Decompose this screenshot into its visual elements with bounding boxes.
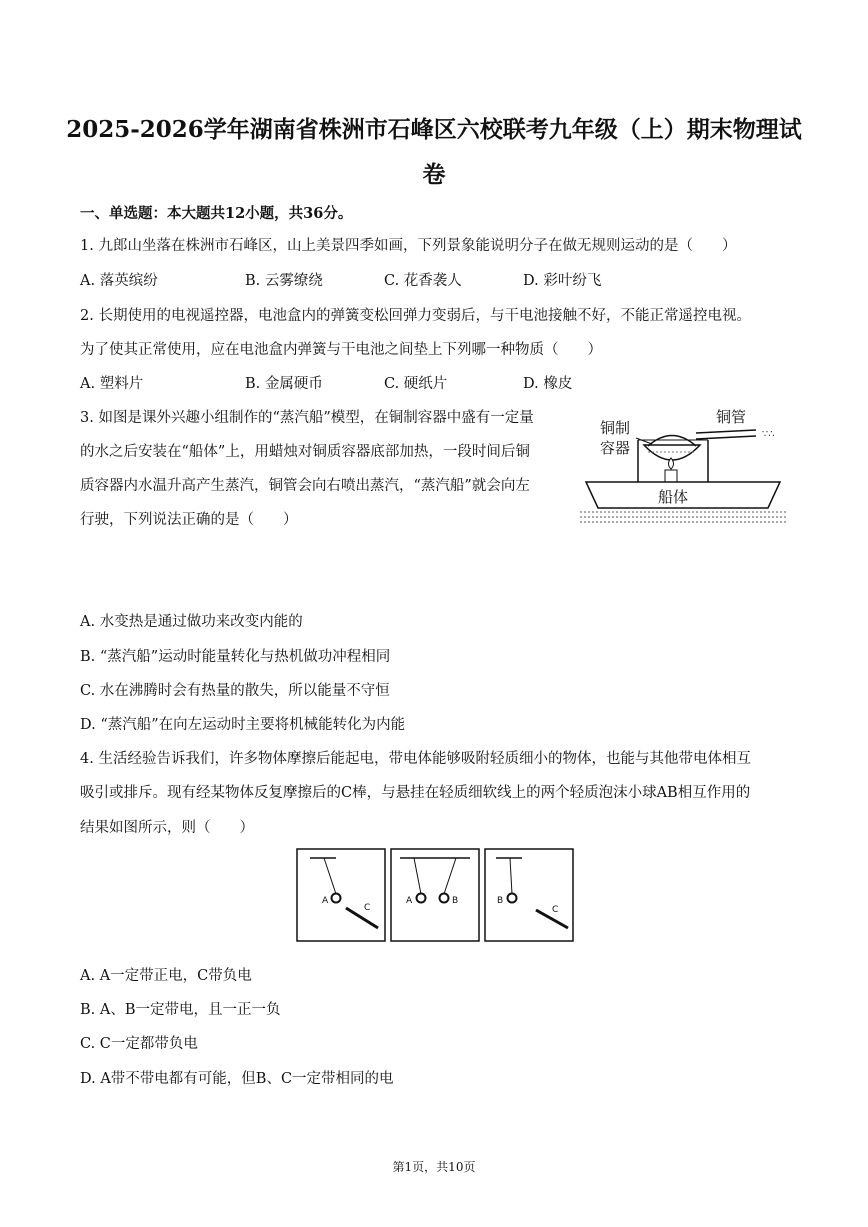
steamboat-figure: [578, 400, 788, 530]
copper-container-label-2: 容器: [600, 439, 631, 457]
hull-label: 船体: [658, 488, 689, 506]
q3-option-a: A. 水变热是通过做功来改变内能的: [80, 614, 303, 630]
exam-title-line1: 2025-2026学年湖南省株洲市石峰区六校联考九年级（上）期末物理试: [66, 116, 802, 143]
panel-1-frame: [297, 849, 385, 941]
q2-option-d: D. 橡皮: [523, 376, 573, 392]
panel-3-frame: [485, 849, 573, 941]
charged-balls-figure: [296, 848, 578, 944]
section-heading: 一、单选题：本大题共12小题，共36分。: [80, 205, 353, 222]
q4-option-c: C. C一定都带负电: [80, 1036, 198, 1052]
q1-stem: 1. 九郎山坐落在株洲市石峰区，山上美景四季如画，下列景象能说明分子在做无规则运动的是（ ）: [80, 238, 737, 254]
steam-puffs: ∵∴: [762, 429, 775, 440]
q4-option-b: B. A、B一定带电，且一正一负: [80, 1002, 281, 1018]
panel-3-label-c: C: [552, 905, 559, 915]
panel-2-ball-b: [440, 894, 449, 903]
copper-pipe-top: [696, 430, 756, 433]
q3-option-c: C. 水在沸腾时会有热量的散失，所以能量不守恒: [80, 683, 390, 699]
q2-option-c: C. 硬纸片: [384, 376, 448, 392]
q3-stem-line2: 的水之后安装在“船体”上，用蜡烛对铜质容器底部加热，一段时间后铜: [80, 444, 530, 460]
panel-1-label-a: A: [322, 896, 329, 906]
panel-2-ball-a: [417, 894, 426, 903]
panel-1-label-c: C: [364, 903, 371, 913]
copper-container-label-1: 铜制: [600, 419, 631, 437]
q3-stem-line4: 行驶，下列说法正确的是（ ）: [80, 512, 298, 528]
q3-stem-line1: 3. 如图是课外兴趣小组制作的“蒸汽船”模型，在铜制容器中盛有一定量: [80, 410, 534, 426]
q1-option-b: B. 云雾缭绕: [245, 273, 323, 289]
q4-stem-line1: 4. 生活经验告诉我们，许多物体摩擦后能起电，带电体能够吸附轻质细小的物体，也能与其他带电体相互: [80, 751, 751, 767]
candle-flame: [669, 458, 674, 469]
q1-option-d: D. 彩叶纷飞: [523, 273, 602, 289]
q1-option-a: A. 落英缤纷: [80, 273, 158, 289]
q2-option-b: B. 金属硬币: [245, 376, 323, 392]
q1-option-c: C. 花香袭人: [384, 273, 462, 289]
candle: [665, 470, 677, 482]
q3-stem-line3: 质容器内水温升高产生蒸汽，铜管会向右喷出蒸汽，“蒸汽船”就会向左: [80, 478, 530, 494]
q2-option-a: A. 塑料片: [80, 376, 144, 392]
page-footer: 第1页，共10页: [392, 1160, 476, 1174]
q4-option-d: D. A带不带电都有可能，但B、C一定带相同的电: [80, 1071, 394, 1087]
panel-3-label-b: B: [497, 896, 504, 906]
panel-1-ball-a: [332, 894, 341, 903]
q4-option-a: A. A一定带正电，C带负电: [80, 968, 252, 984]
exam-title-line2: 卷: [422, 161, 446, 188]
q4-stem-line2: 吸引或排斥。现有经某物体反复摩擦后的C棒，与悬挂在轻质细软线上的两个轻质泡沫小球AB相互作用的: [80, 785, 751, 801]
q4-stem-line3: 结果如图所示，则（ ）: [80, 820, 254, 836]
q2-stem-line2: 为了使其正常使用，应在电池盒内弹簧与干电池之间垫上下列哪一种物质（ ）: [80, 342, 602, 358]
panel-2-frame: [391, 849, 479, 941]
q3-option-d: D. “蒸汽船”在向左运动时主要将机械能转化为内能: [80, 717, 406, 733]
copper-pipe-label: 铜管: [716, 408, 747, 426]
panel-3-ball-b: [508, 894, 517, 903]
q3-option-b: B. “蒸汽船”运动时能量转化与热机做功冲程相同: [80, 649, 391, 665]
panel-2-label-a: A: [406, 896, 413, 906]
q2-stem-line1: 2. 长期使用的电视遥控器，电池盒内的弹簧变松回弹力变弱后，与干电池接触不好，不能正常遥控电视。: [80, 308, 751, 324]
panel-2-label-b: B: [452, 896, 459, 906]
copper-pipe-bottom: [696, 436, 756, 439]
